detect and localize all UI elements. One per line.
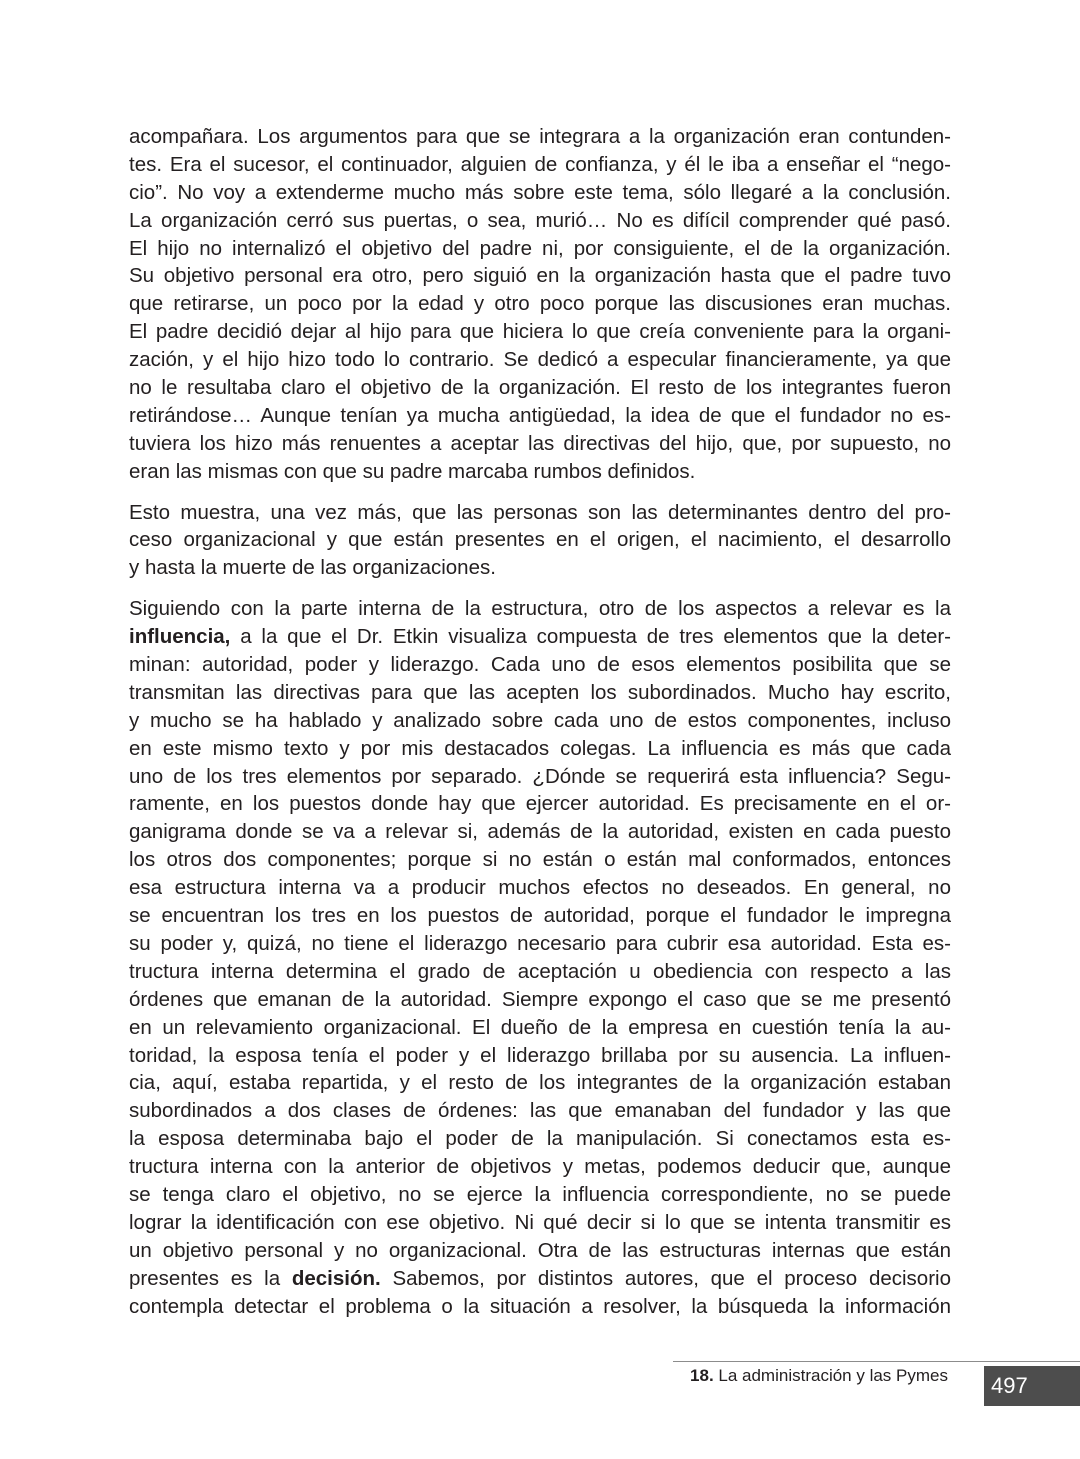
text-line: un objetivo personal y no organizacional. Otra de las estructuras internas que están bbox=[129, 1238, 951, 1262]
text-line: acompañara. Los argumentos para que se integrara a la organización eran contunden- bbox=[129, 125, 951, 148]
text-line: que retirarse, un poco por la edad y otro poco porque las discusiones eran muchas. bbox=[129, 292, 951, 316]
footer-rule bbox=[673, 1361, 1080, 1362]
text-line: los otros dos componentes; porque si no están o están mal conformados, entonces bbox=[129, 848, 951, 872]
text-line: La organización cerró sus puertas, o sea, murió… No es difícil comprender qué pasó. bbox=[129, 208, 951, 232]
text-line bbox=[129, 1265, 951, 1293]
text-line: uno de los tres elementos por separado. ¿Dónde se requerirá esta influencia? Segu- bbox=[129, 764, 951, 788]
text-line: transmitan las directivas para que las acepten los subordinados. Mucho hay escrito, bbox=[129, 680, 951, 704]
text-line: órdenes que emanan de la autoridad. Siempre expongo el caso que se me presentó bbox=[129, 987, 951, 1011]
text-line: tructura interna con la anterior de objetivos y metas, podemos deducir que, aunque bbox=[129, 1155, 951, 1179]
paragraph bbox=[129, 499, 951, 583]
text-line: El padre decidió dejar al hijo para que hiciera lo que creía conveniente para la organi- bbox=[129, 320, 951, 344]
text-line: ceso organizacional y que están presentes en el origen, el nacimiento, el desarrollo bbox=[129, 528, 951, 552]
text-line: ramente, en los puestos donde hay que ejercer autoridad. Es precisamente en el or- bbox=[129, 792, 951, 816]
running-footer bbox=[690, 1365, 948, 1387]
text-line: cio”. No voy a extenderme mucho más sobre este tema, sólo llegaré a la conclusión. bbox=[129, 180, 951, 204]
text-line: Siguiendo con la parte interna de la estructura, otro de los aspectos a relevar es la bbox=[129, 597, 951, 621]
text-line bbox=[129, 623, 951, 651]
text-line: lograr la identificación con ese objetivo. Ni qué decir si lo que se intenta transmitir es bbox=[129, 1210, 951, 1234]
body-text bbox=[129, 123, 951, 1333]
paragraph bbox=[129, 123, 951, 486]
chapter-title: La administración y las Pymes bbox=[713, 1366, 948, 1385]
page-number-box bbox=[984, 1366, 1080, 1406]
text-line: cia, aquí, estaba repartida, y el resto de los integrantes de la organización estaban bbox=[129, 1071, 951, 1095]
paragraph bbox=[129, 595, 951, 1320]
text-run: a la que el Dr. Etkin visualiza compuesta de tres elementos que la deter- bbox=[230, 625, 951, 649]
text-line: tructura interna determina el grado de aceptación u obediencia con respecto a las bbox=[129, 959, 951, 983]
text-line: Esto muestra, una vez más, que las personas son las determinantes dentro del pro- bbox=[129, 500, 951, 524]
text-line: su poder y, quizá, no tiene el liderazgo necesario para cubrir esa autoridad. Esta es- bbox=[129, 931, 951, 955]
text-line: y mucho se ha hablado y analizado sobre cada uno de estos componentes, incluso bbox=[129, 708, 951, 732]
text-line: y hasta la muerte de las organizaciones. bbox=[129, 556, 496, 580]
bold-term-influencia: influencia, bbox=[129, 625, 231, 649]
text-line: esa estructura interna va a producir muchos efectos no deseados. En general, no bbox=[129, 876, 951, 900]
text-line: en este mismo texto y por mis destacados colegas. La influencia es más que cada bbox=[129, 736, 951, 760]
text-line: El hijo no internalizó el objetivo del padre ni, por consiguiente, el de la organización. bbox=[129, 236, 951, 260]
text-line: Su objetivo personal era otro, pero siguió en la organización hasta que el padre tuvo bbox=[129, 264, 951, 288]
text-line: no le resultaba claro el objetivo de la organización. El resto de los integrantes fueron bbox=[129, 376, 951, 400]
text-run: Sabemos, por distintos autores, que el proceso decisorio bbox=[380, 1266, 951, 1290]
text-line: se encuentran los tres en los puestos de autoridad, porque el fundador le impregna bbox=[129, 904, 951, 928]
text-line: tuviera los hizo más renuentes a aceptar las directivas del hijo, que, por supuesto, no bbox=[129, 431, 951, 455]
text-line: toridad, la esposa tenía el poder y el liderazgo brillaba por su ausencia. La influen- bbox=[129, 1043, 951, 1067]
text-line: retirándose… Aunque tenían ya mucha antigüedad, la idea de que el fundador no es- bbox=[129, 403, 951, 427]
text-line: tes. Era el sucesor, el continuador, alguien de confianza, y él le iba a enseñar el “nego- bbox=[129, 152, 951, 176]
text-line: subordinados a dos clases de órdenes: las que emanaban del fundador y las que bbox=[129, 1099, 951, 1123]
text-line: en un relevamiento organizacional. El dueño de la empresa en cuestión tenía la au- bbox=[129, 1015, 951, 1039]
text-line: se tenga claro el objetivo, no se ejerce la influencia correspondiente, no se puede bbox=[129, 1182, 951, 1206]
bold-term-decision: decisión. bbox=[291, 1266, 381, 1290]
text-line: minan: autoridad, poder y liderazgo. Cada uno de esos elementos posibilita que se bbox=[129, 653, 951, 677]
text-line: zación, y el hijo hizo todo lo contrario. Se dedicó a especular financieramente, ya que bbox=[129, 348, 951, 372]
text-line: ganigrama donde se va a relevar si, además de la autoridad, existen en cada puesto bbox=[129, 820, 951, 844]
page-number: 497 bbox=[991, 1373, 1028, 1398]
text-line: eran las mismas con que su padre marcaba rumbos definidos. bbox=[129, 459, 696, 483]
text-run: presentes es la bbox=[129, 1266, 292, 1290]
text-line: la esposa determinaba bajo el poder de la manipulación. Si conectamos esta es- bbox=[129, 1127, 951, 1151]
chapter-number: 18. bbox=[690, 1366, 714, 1385]
text-line: contempla detectar el problema o la situación a resolver, la búsqueda la información bbox=[129, 1294, 951, 1318]
